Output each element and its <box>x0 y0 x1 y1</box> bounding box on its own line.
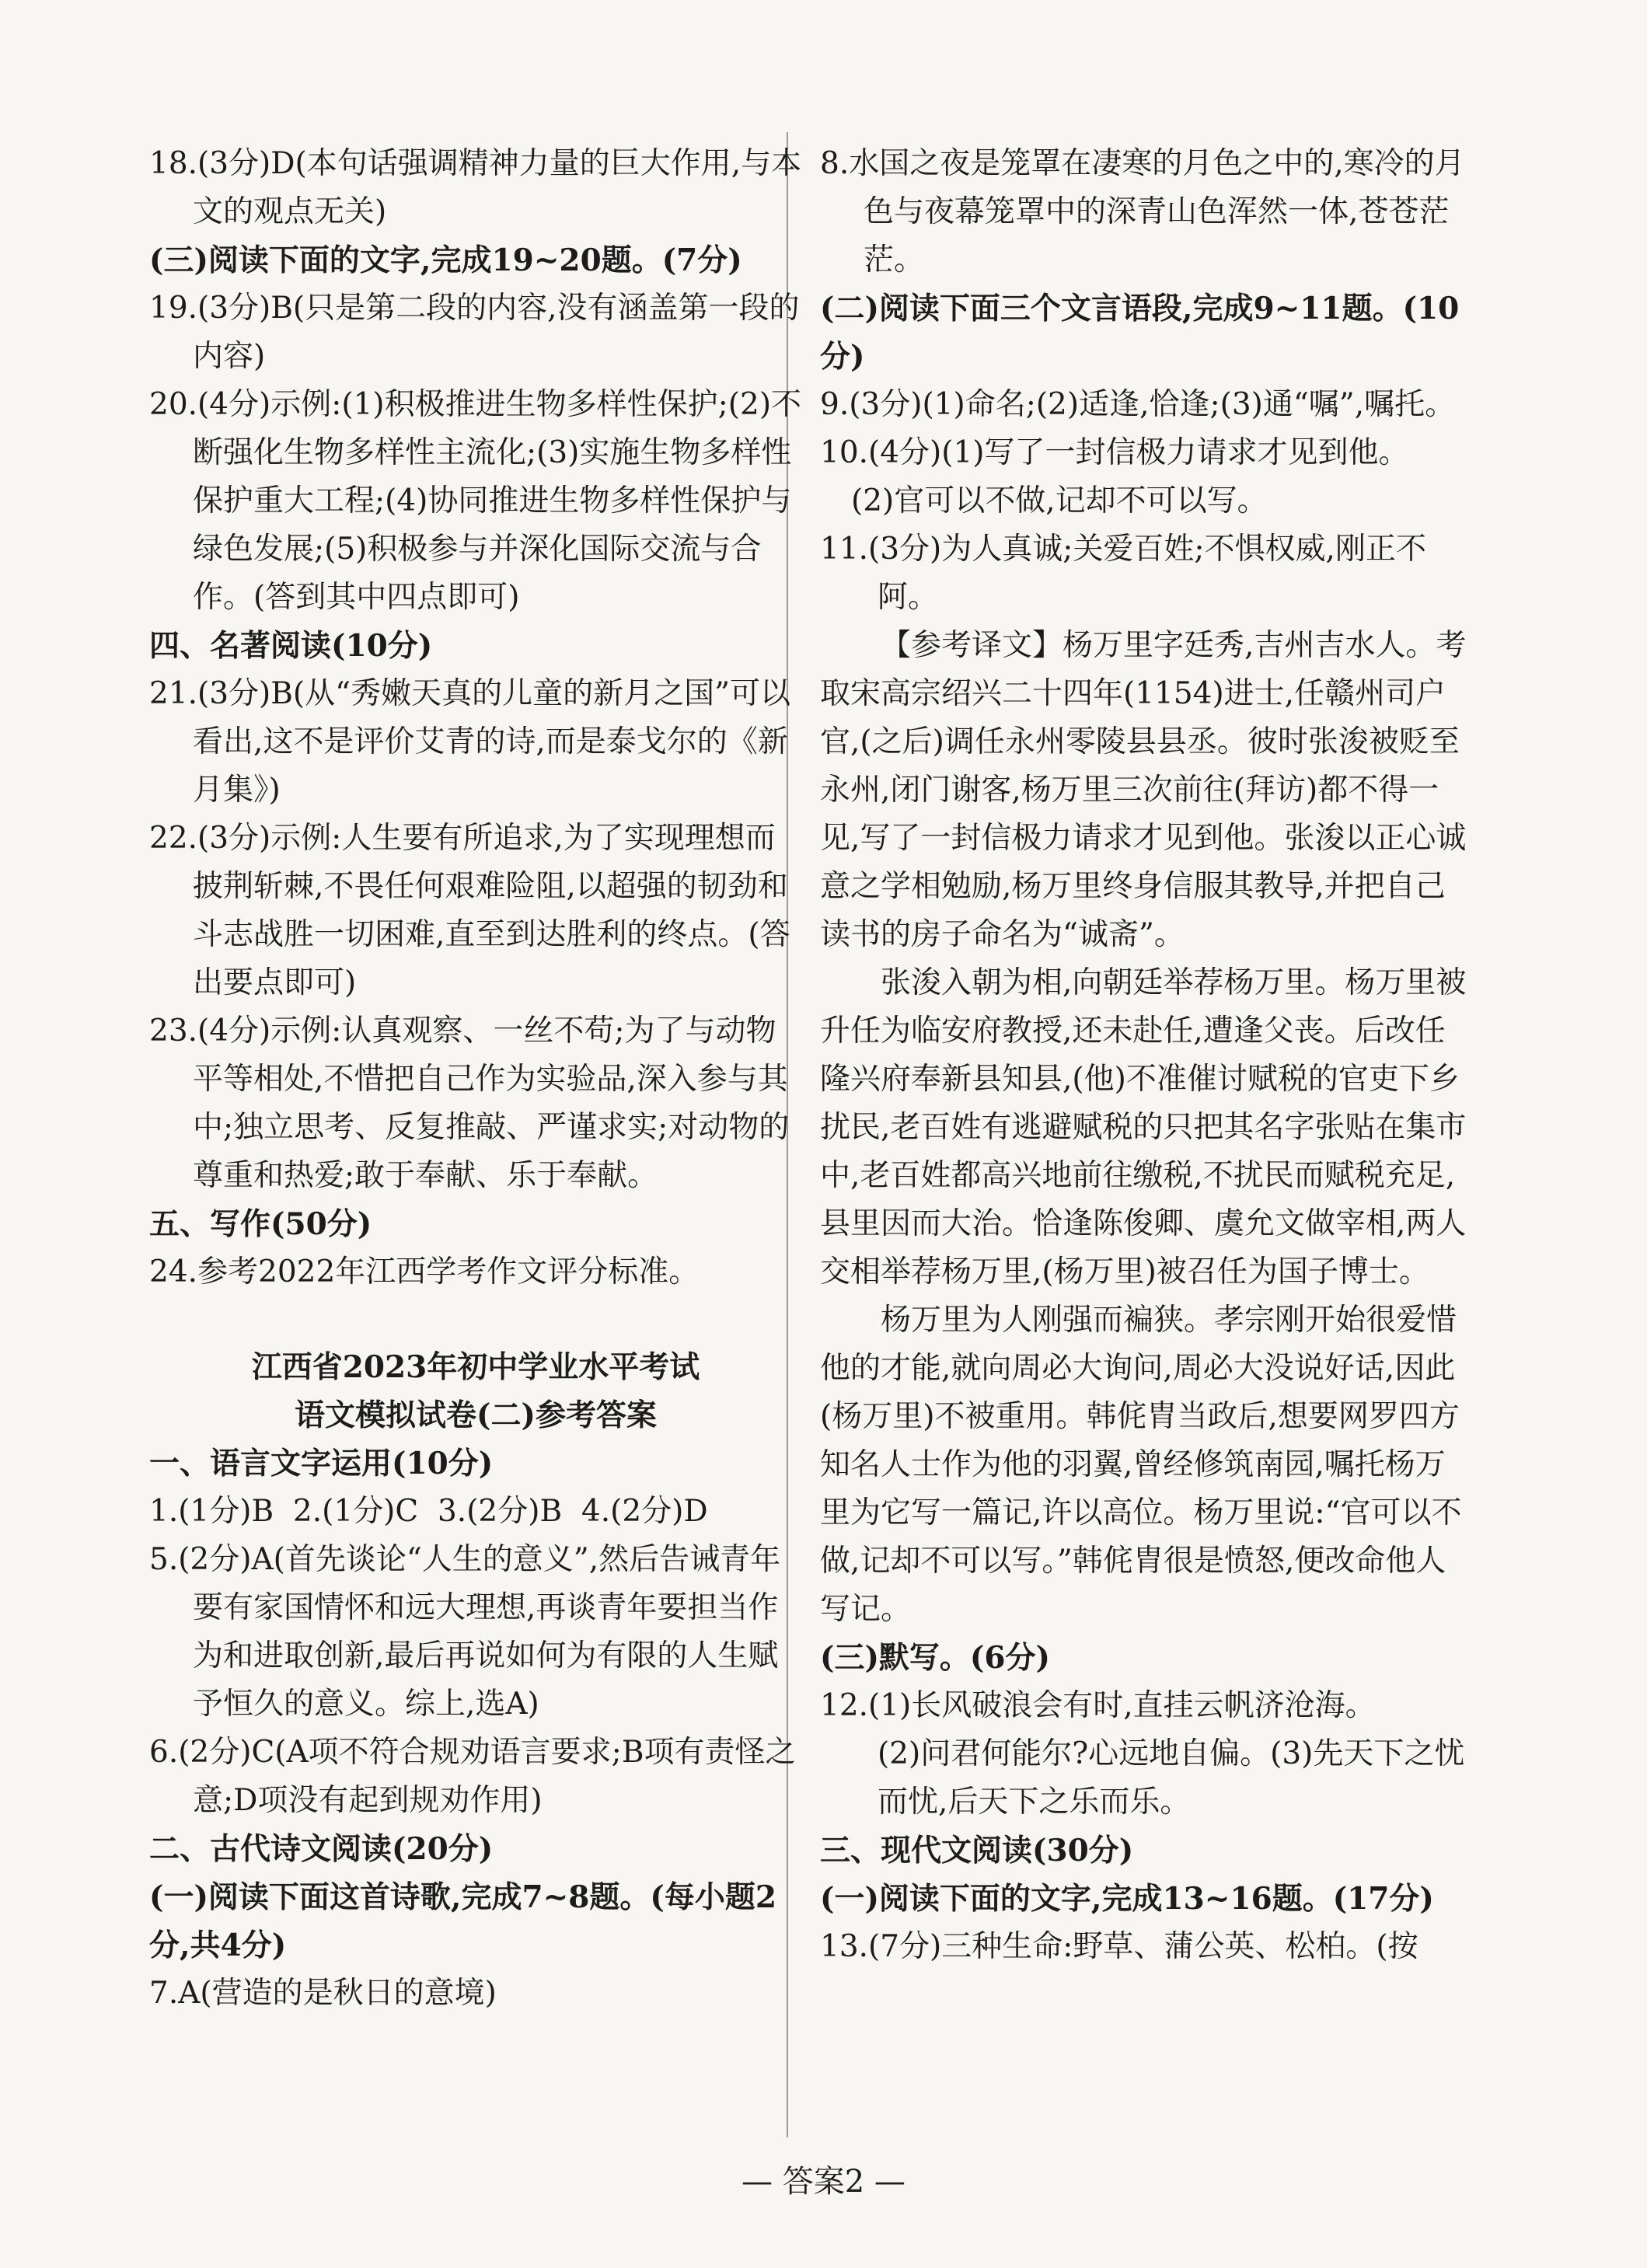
section-heading-modern-1: (一)阅读下面的文字,完成13~16题。(17分) <box>820 1881 1434 1917</box>
page-footer: — 答案2 — <box>741 2164 906 2200</box>
section-heading-1: (一)阅读下面这首诗歌,完成7~8题。(每小题2分,共4分) <box>149 1879 777 1963</box>
answer-23: 23.(4分)示例:认真观察、一丝不苟;为了与动物平等相处,不惜把自己作为实验品,深入参与其中;独立思考、反复推敲、严谨求实;对动物的尊重和热爱;敢于奉献、乐于奉献。 <box>149 1014 790 1193</box>
answer-6: 6.(2分)C(A项不符合规劝语言要求;B项有责怪之意;D项没有起到规劝作用) <box>149 1735 796 1818</box>
part-heading-5: 五、写作(50分) <box>149 1206 372 1242</box>
answer-13: 13.(7分)三种生命:野草、蒲公英、松柏。(按 <box>820 1929 1418 1964</box>
section-heading-dictation: (三)默写。(6分) <box>820 1640 1050 1676</box>
answers-1-4: 1.(1分)B 2.(1分)C 3.(2分)B 4.(2分)D <box>149 1494 708 1529</box>
doc-title-line2: 语文模拟试卷(二)参考答案 <box>295 1397 657 1433</box>
part-heading-2: 二、古代诗文阅读(20分) <box>149 1831 494 1867</box>
part-heading-1: 一、语言文字运用(10分) <box>149 1446 494 1481</box>
right-column <box>820 140 1473 1971</box>
answer-10-part1: 10.(4分)(1)写了一封信极力请求才见到他。 <box>820 435 1409 470</box>
answer-21: 21.(3分)B(从“秀嫩天真的儿童的新月之国”可以看出,这不是评价艾青的诗,而是泰戈尔的《新月集》) <box>149 676 791 808</box>
section-heading-2: (二)阅读下面三个文言语段,完成9~11题。(10分) <box>820 291 1460 375</box>
translation-para-1: 【参考译文】杨万里字廷秀,吉州吉水人。考取宋高宗绍兴二十四年(1154)进士,任赣州司户官,(之后)调任永州零陵县县丞。彼时张浚被贬至永州,闭门谢客,杨万里三次前往(拜访)都不得一见,写了一封信极力请求才见到他。张浚以正心诚意之学相勉励,杨万里终身信服其教导,并把自己读书的房子命名为“诚斋”。 <box>820 628 1467 952</box>
answer-9: 9.(3分)(1)命名;(2)适逢,恰逢;(3)通“嘱”,嘱托。 <box>820 387 1456 422</box>
translation-para-3: 杨万里为人刚强而褊狭。孝宗刚开始很爱惜他的才能,就向周必大询问,周必大没说好话,因此(杨万里)不被重用。韩侂胄当政后,想要网罗四方知名人士作为他的羽翼,曾经修筑南园,嘱托杨万里为它写一篇记,许以高位。杨万里说:“官可以不做,记却不可以写。”韩侂胄很是愤怒,便改命他人写记。 <box>820 1303 1462 1627</box>
answer-24: 24.参考2022年江西学考作文评分标准。 <box>149 1254 700 1289</box>
answer-5: 5.(2分)A(首先谈论“人生的意义”,然后告诫青年要有家国情怀和远大理想,再谈青年要担当作为和进取创新,最后再说如何为有限的人生赋予恒久的意义。综上,选A) <box>149 1542 781 1722</box>
left-column <box>149 140 802 2018</box>
answer-18: 18.(3分)D(本句话强调精神力量的巨大作用,与本文的观点无关) <box>149 146 802 229</box>
answer-10-part2: (2)官可以不做,记却不可以写。 <box>851 483 1268 518</box>
answer-12-part2: (2)问君何能尔?心远地自偏。(3)先天下之忧而忧,后天下之乐而乐。 <box>878 1736 1465 1820</box>
section-heading-3: (三)阅读下面的文字,完成19~20题。(7分) <box>149 243 742 278</box>
answer-7: 7.A(营造的是秋日的意境) <box>149 1976 497 2011</box>
part-heading-4: 四、名著阅读(10分) <box>149 628 433 664</box>
doc-title-line1: 江西省2023年初中学业水平考试 <box>251 1349 700 1385</box>
answer-20: 20.(4分)示例:(1)积极推进生物多样性保护;(2)不断强化生物多样性主流化;(3)实施生物多样性保护重大工程;(4)协同推进生物多样性保护与绿色发展;(5)积极参与并深化国际交流与合作。(答到其中四点即可) <box>149 387 802 615</box>
answer-19: 19.(3分)B(只是第二段的内容,没有涵盖第一段的内容) <box>149 291 800 374</box>
translation-para-2: 张浚入朝为相,向朝廷举荐杨万里。杨万里被升任为临安府教授,还未赴任,遭逢父丧。后改任隆兴府奉新县知县,(他)不准催讨赋税的官吏下乡扰民,老百姓有逃避赋税的只把其名字张贴在集市中,老百姓都高兴地前往缴税,不扰民而赋税充足,县里因而大治。恰逢陈俊卿、虞允文做宰相,两人交相举荐杨万里,(杨万里)被召任为国子博士。 <box>820 965 1467 1289</box>
answer-22: 22.(3分)示例:人生要有所追求,为了实现理想而披荆斩棘,不畏任何艰难险阻,以超强的韧劲和斗志战胜一切困难,直至到达胜利的终点。(答出要点即可) <box>149 821 790 1000</box>
part-heading-3: 三、现代文阅读(30分) <box>820 1833 1134 1868</box>
answer-12-part1: 12.(1)长风破浪会有时,直挂云帆济沧海。 <box>820 1688 1376 1723</box>
answer-11: 11.(3分)为人真诚;关爱百姓;不惧权威,刚正不阿。 <box>820 532 1426 615</box>
answer-8: 8.水国之夜是笼罩在凄寒的月色之中的,寒冷的月色与夜幕笼罩中的深青山色浑然一体,苍苍茫茫。 <box>820 146 1465 277</box>
